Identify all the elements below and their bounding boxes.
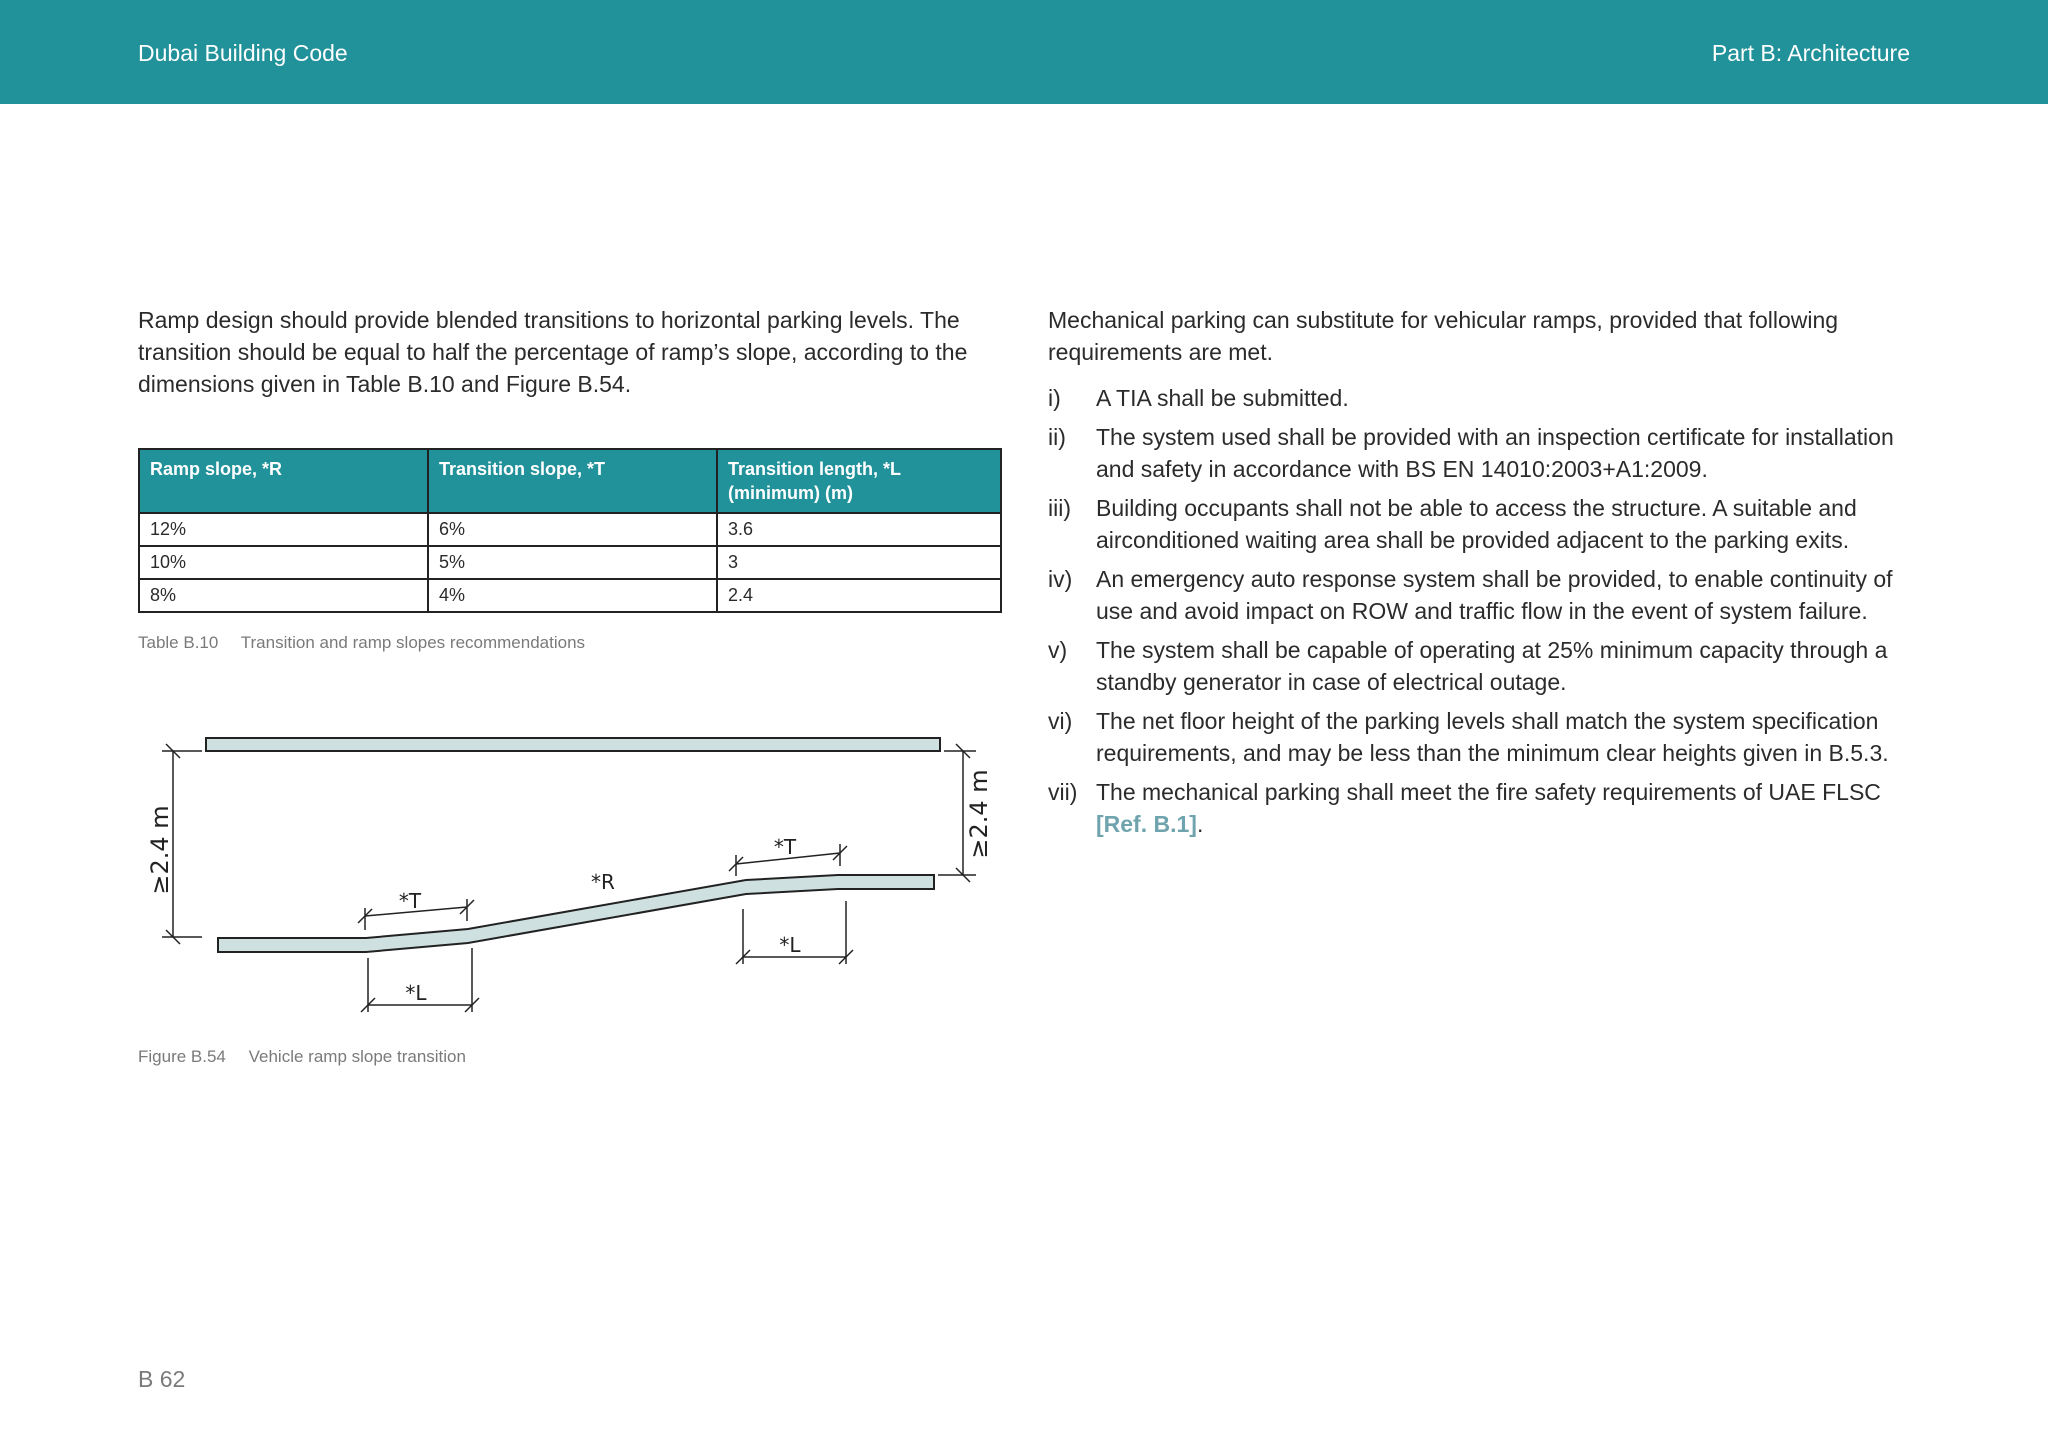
list-marker: vi) xyxy=(1048,708,1073,734)
sentence-end: . xyxy=(1196,811,1204,837)
list-item xyxy=(1048,776,1908,840)
table-row xyxy=(139,579,1001,612)
requirements-list xyxy=(1048,382,1908,840)
figure-caption-number: Figure B.54 xyxy=(138,1047,226,1066)
table-cell: 8% xyxy=(139,579,428,612)
list-item-text: An emergency auto response system shall be provided, to enable continuity of use and avoid impact on ROW and traffic flow in the event of system failure. xyxy=(1096,566,1893,624)
list-marker: v) xyxy=(1048,637,1068,663)
intro-paragraph: Ramp design should provide blended transitions to horizontal parking levels. The transition should be equal to half the percentage of ramp’s slope, according to the dimensions given in Table B.10 and Figure B.54. xyxy=(138,307,968,397)
table-row xyxy=(139,546,1001,579)
reference-link[interactable]: [Ref. B.1] xyxy=(1096,811,1197,837)
table-cell: 5% xyxy=(428,546,717,579)
list-item xyxy=(1048,634,1908,698)
table-cell: 2.4 xyxy=(717,579,1001,612)
left-height-label: ≥2.4 m xyxy=(146,805,174,895)
list-marker: ii) xyxy=(1048,424,1066,450)
list-marker: iii) xyxy=(1048,495,1071,521)
figure-caption xyxy=(138,1047,466,1067)
list-marker: vii) xyxy=(1048,779,1078,805)
ramp-slope-label: *R xyxy=(591,870,615,894)
list-item-text: The net floor height of the parking levels shall match the system specification requirements, and may be less than the minimum clear heights given in B.5.3. xyxy=(1096,708,1889,766)
table-header-row xyxy=(139,449,1001,513)
section-title: Part B: Architecture xyxy=(1711,40,1910,66)
left-transition-slope-label: *T xyxy=(398,889,422,913)
table-caption-number: Table B.10 xyxy=(138,633,219,652)
page-number: B 62 xyxy=(138,1366,186,1392)
table-cell: 12% xyxy=(139,513,428,546)
mechanical-parking-intro: Mechanical parking can substitute for vehicular ramps, provided that following requirements are met. xyxy=(1048,307,1839,365)
list-marker: iv) xyxy=(1048,566,1073,592)
table-row xyxy=(139,513,1001,546)
column-header: Transition length, *L (minimum) (m) xyxy=(717,449,1001,513)
ramp-slope-table xyxy=(138,448,1002,613)
list-item xyxy=(1048,492,1908,556)
mechanical-parking-section xyxy=(1048,304,1908,847)
list-item xyxy=(1048,421,1908,485)
list-item-text: The system used shall be provided with an inspection certificate for installation and safety in accordance with BS EN 14010:2003+A1:2009. xyxy=(1096,424,1894,482)
table-cell: 3 xyxy=(717,546,1001,579)
left-transition-length-label: *L xyxy=(405,981,427,1005)
list-item-text xyxy=(1096,776,1908,840)
list-item xyxy=(1048,382,1908,414)
ramp-transition-diagram xyxy=(138,720,998,1020)
table-cell: 3.6 xyxy=(717,513,1001,546)
list-marker: i) xyxy=(1048,385,1061,411)
table-cell: 10% xyxy=(139,546,428,579)
list-item xyxy=(1048,563,1908,627)
right-transition-length-label: *L xyxy=(779,933,801,957)
table-cell: 4% xyxy=(428,579,717,612)
table-caption xyxy=(138,633,585,653)
ramp-slab xyxy=(218,875,934,952)
table-caption-text: Transition and ramp slopes recommendations xyxy=(240,633,586,652)
list-item-text: The system shall be capable of operating at 25% minimum capacity through a standby generator in case of electrical outage. xyxy=(1096,637,1888,695)
column-header: Ramp slope, *R xyxy=(139,449,428,513)
page-header xyxy=(0,0,2048,104)
list-item-text: A TIA shall be submitted. xyxy=(1096,385,1349,411)
table-cell: 6% xyxy=(428,513,717,546)
right-transition-slope-label: *T xyxy=(773,835,797,859)
right-height-label: ≥2.4 m xyxy=(965,769,993,859)
figure-caption-text: Vehicle ramp slope transition xyxy=(248,1047,466,1066)
list-item-body: The mechanical parking shall meet the fire safety requirements of UAE FLSC xyxy=(1096,779,1881,805)
list-item-text: Building occupants shall not be able to access the structure. A suitable and airconditioned waiting area shall be provided adjacent to the parking exits. xyxy=(1096,495,1857,553)
document-title: Dubai Building Code xyxy=(138,40,348,66)
list-item xyxy=(1048,705,1908,769)
upper-slab xyxy=(206,738,940,751)
column-header: Transition slope, *T xyxy=(428,449,717,513)
